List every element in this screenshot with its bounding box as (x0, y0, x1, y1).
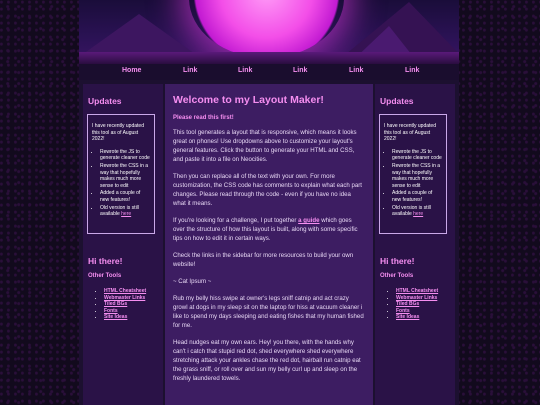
nav-link-4[interactable]: Link (349, 67, 364, 74)
left-hi-title: Hi there! (88, 256, 123, 266)
right-sidebar (375, 84, 455, 405)
tiled-bgs-link[interactable]: Tiled BGs (396, 301, 420, 307)
right-tools-title: Other Tools (380, 273, 414, 279)
list-item: • Rewrote the CSS in a way that hopefully makes much more sense to edit (392, 163, 442, 189)
old-version-text: Old version is still available (392, 204, 431, 218)
old-version-here-link[interactable]: here (121, 211, 132, 218)
list-item (100, 205, 150, 218)
nav-link-2[interactable]: Link (238, 67, 253, 74)
intro-paragraph: This tool generates a layout that is responsive, which means it looks great on phones! Use dropdowns above to customize your layout's general features. Click the button to generate your HTML and CSS, and paste it into a file on Neocities. (173, 129, 357, 163)
nav-link-1[interactable]: Link (183, 67, 198, 74)
list-item: • Added a couple of new features! (392, 190, 442, 203)
guide-text-after: which goes over the structure of how this layout is built, along with some specific tips on how to edit it in certain ways. (173, 217, 358, 242)
top-nav (79, 64, 459, 80)
site-ideas-link[interactable]: Site Ideas (396, 314, 420, 320)
cat-ipsum-paragraph-2: Head nudges eat my own ears. Hey! you there, with the hands why can't i catch that stupid red dot, shed everywhere shed everywhere stretching attack your ankles chase the red dot, hairball run catnip eat the grass sniff, or roll over and sun my belly curl up and sleep on the freshly laundered towels. (173, 339, 361, 382)
list-item (104, 314, 159, 321)
list-item: • Rewrote the CSS in a way that hopefully makes much more sense to edit (100, 163, 150, 189)
list-item: • Rewrote the JS to generate cleaner code (392, 149, 442, 162)
list-item (396, 314, 451, 321)
right-tools-list (379, 288, 451, 321)
page-title: Welcome to my Layout Maker! (173, 94, 324, 106)
tiled-bgs-link[interactable]: Tiled BGs (104, 301, 128, 307)
left-updates-title: Updates (88, 96, 122, 106)
list-item: • Rewrote the JS to generate cleaner code (100, 149, 150, 162)
left-tools-list (87, 288, 159, 321)
right-updates-box (379, 114, 447, 234)
guide-text-before: If you're looking for a challenge, I put together (173, 217, 299, 224)
cat-ipsum-heading: ~ Cat Ipsum ~ (173, 278, 212, 285)
left-update-list (92, 149, 150, 218)
guide-paragraph (173, 216, 365, 243)
old-version-text: Old version is still available (100, 204, 139, 218)
main-content (165, 84, 373, 405)
read-first-heading: Please read this first! (173, 115, 234, 121)
left-tools-title: Other Tools (88, 273, 122, 279)
fonts-link[interactable]: Fonts (396, 307, 410, 314)
html-cheatsheet-link[interactable]: HTML Cheatsheet (396, 288, 439, 294)
nav-link-3[interactable]: Link (293, 67, 308, 74)
right-update-list (384, 149, 442, 218)
cat-ipsum-paragraph-1: Rub my belly hiss swipe at owner's legs sniff catnip and act crazy growl at dogs in my sleep sit on the laptop for hiss at vacuum cleaner i like to spend my days sleeping and eating fishes that my human fished for me. (173, 295, 364, 329)
webmaster-links-link[interactable]: Webmaster Links (396, 294, 438, 301)
horizon-graphic (79, 52, 459, 64)
header-banner (79, 0, 459, 64)
left-update-intro: I have recently updated this tool as of August 2022! (92, 123, 144, 143)
right-update-intro: I have recently updated this tool as of August 2022! (384, 123, 436, 143)
webmaster-links-link[interactable]: Webmaster Links (104, 294, 146, 301)
nav-link-5[interactable]: Link (405, 67, 420, 74)
resources-paragraph: Check the links in the sidebar for more resources to build your own website! (173, 252, 354, 268)
guide-link[interactable]: a guide (298, 217, 320, 224)
synthwave-sun-graphic (189, 0, 344, 58)
html-cheatsheet-link[interactable]: HTML Cheatsheet (104, 288, 147, 294)
fonts-link[interactable]: Fonts (104, 307, 118, 314)
left-updates-box (87, 114, 155, 234)
right-hi-title: Hi there! (380, 256, 415, 266)
right-updates-title: Updates (380, 96, 414, 106)
layout-container (79, 0, 459, 405)
list-item (392, 205, 442, 218)
site-ideas-link[interactable]: Site Ideas (104, 314, 128, 320)
list-item: • Added a couple of new features! (100, 190, 150, 203)
left-sidebar (83, 84, 163, 405)
customize-paragraph: Then you can replace all of the text with your own. For more customization, the CSS code has comments to explain what each part changes. Please read through the code - even if you have no idea what it means. (173, 173, 363, 207)
old-version-here-link[interactable]: here (413, 211, 424, 218)
nav-home-link[interactable]: Home (122, 67, 142, 74)
